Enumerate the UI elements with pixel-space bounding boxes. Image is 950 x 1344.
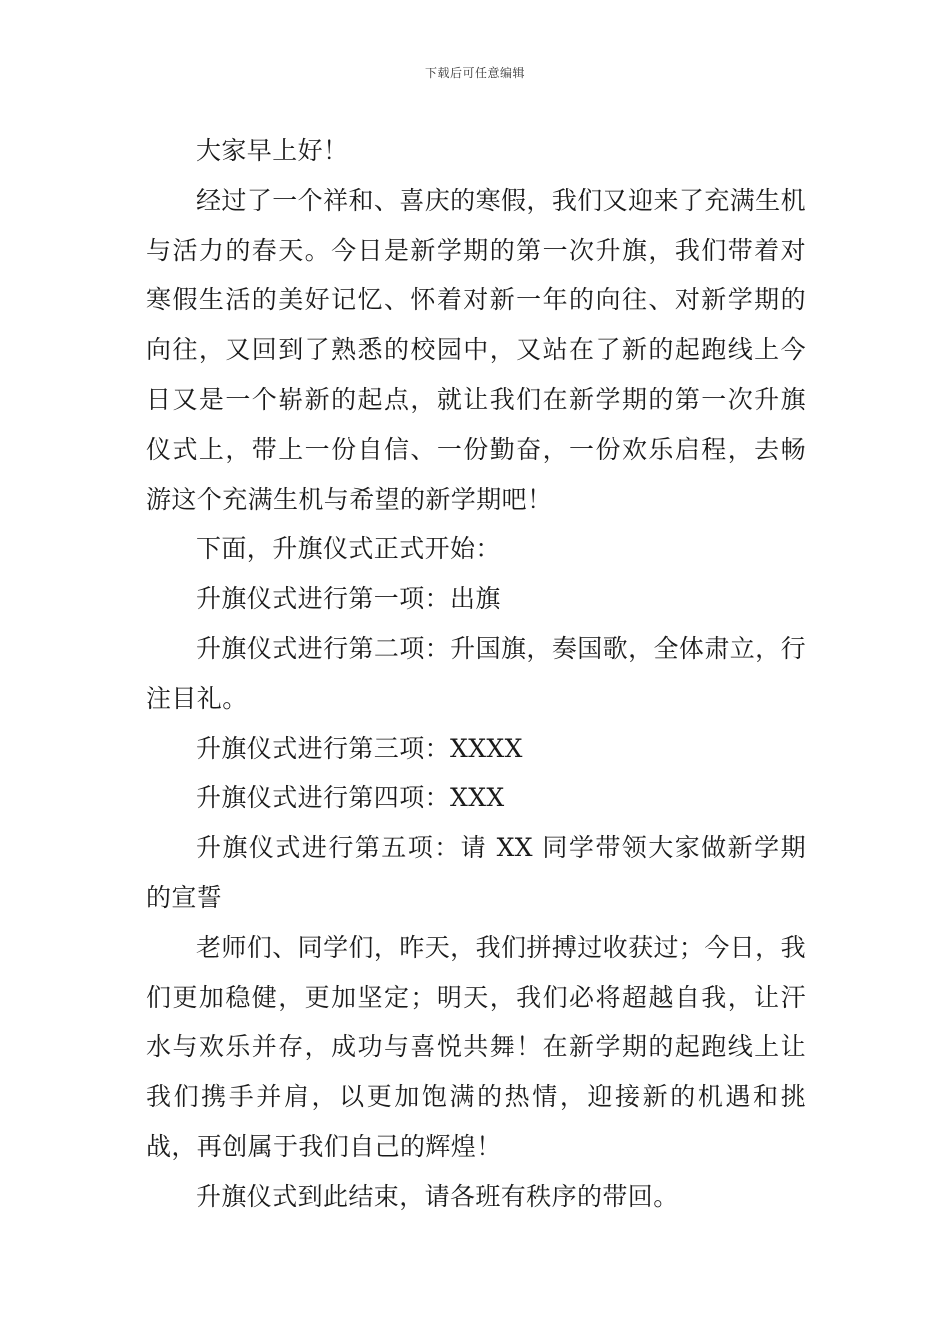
paragraph-item-2: 升旗仪式进行第二项：升国旗，奏国歌，全体肃立，行注目礼。: [146, 633, 806, 713]
paragraph-item-3: 升旗仪式进行第三项：XXXX: [196, 733, 523, 763]
document-body: [146, 126, 806, 1222]
paragraph-intro: 经过了一个祥和、喜庆的寒假，我们又迎来了充满生机与活力的春天。今日是新学期的第一次升旗，我们带着对寒假生活的美好记忆、怀着对新一年的向往、对新学期的向往，又回到了熟悉的校园中，又站在了新的起跑线上今日又是一个崭新的起点，就让我们在新学期的第一次升旗仪式上，带上一份自信、一份勤奋，一份欢乐启程，去畅游这个充满生机与希望的新学期吧！: [146, 185, 806, 514]
page-header: 下载后可任意编辑: [424, 66, 525, 80]
paragraph-ceremony-start: 下面，升旗仪式正式开始：: [196, 534, 501, 564]
paragraph-closing: 升旗仪式到此结束，请各班有秩序的带回。: [196, 1181, 679, 1211]
paragraph-greeting: 大家早上好！: [196, 136, 349, 165]
paragraph-address: 老师们、同学们，昨天，我们拼搏过收获过；今日，我们更加稳健，更加坚定；明天，我们必将超越自我，让汗水与欢乐并存，成功与喜悦共舞！在新学期的起跑线上让我们携手并肩，以更加饱满的热情，迎接新的机遇和挑战，再创属于我们自己的辉煌！: [146, 932, 806, 1161]
paragraph-item-5: 升旗仪式进行第五项：请 XX 同学带领大家做新学期的宣誓: [146, 833, 806, 912]
paragraph-item-4: 升旗仪式进行第四项：XXX: [196, 783, 505, 813]
paragraph-item-1: 升旗仪式进行第一项：出旗: [196, 584, 501, 614]
